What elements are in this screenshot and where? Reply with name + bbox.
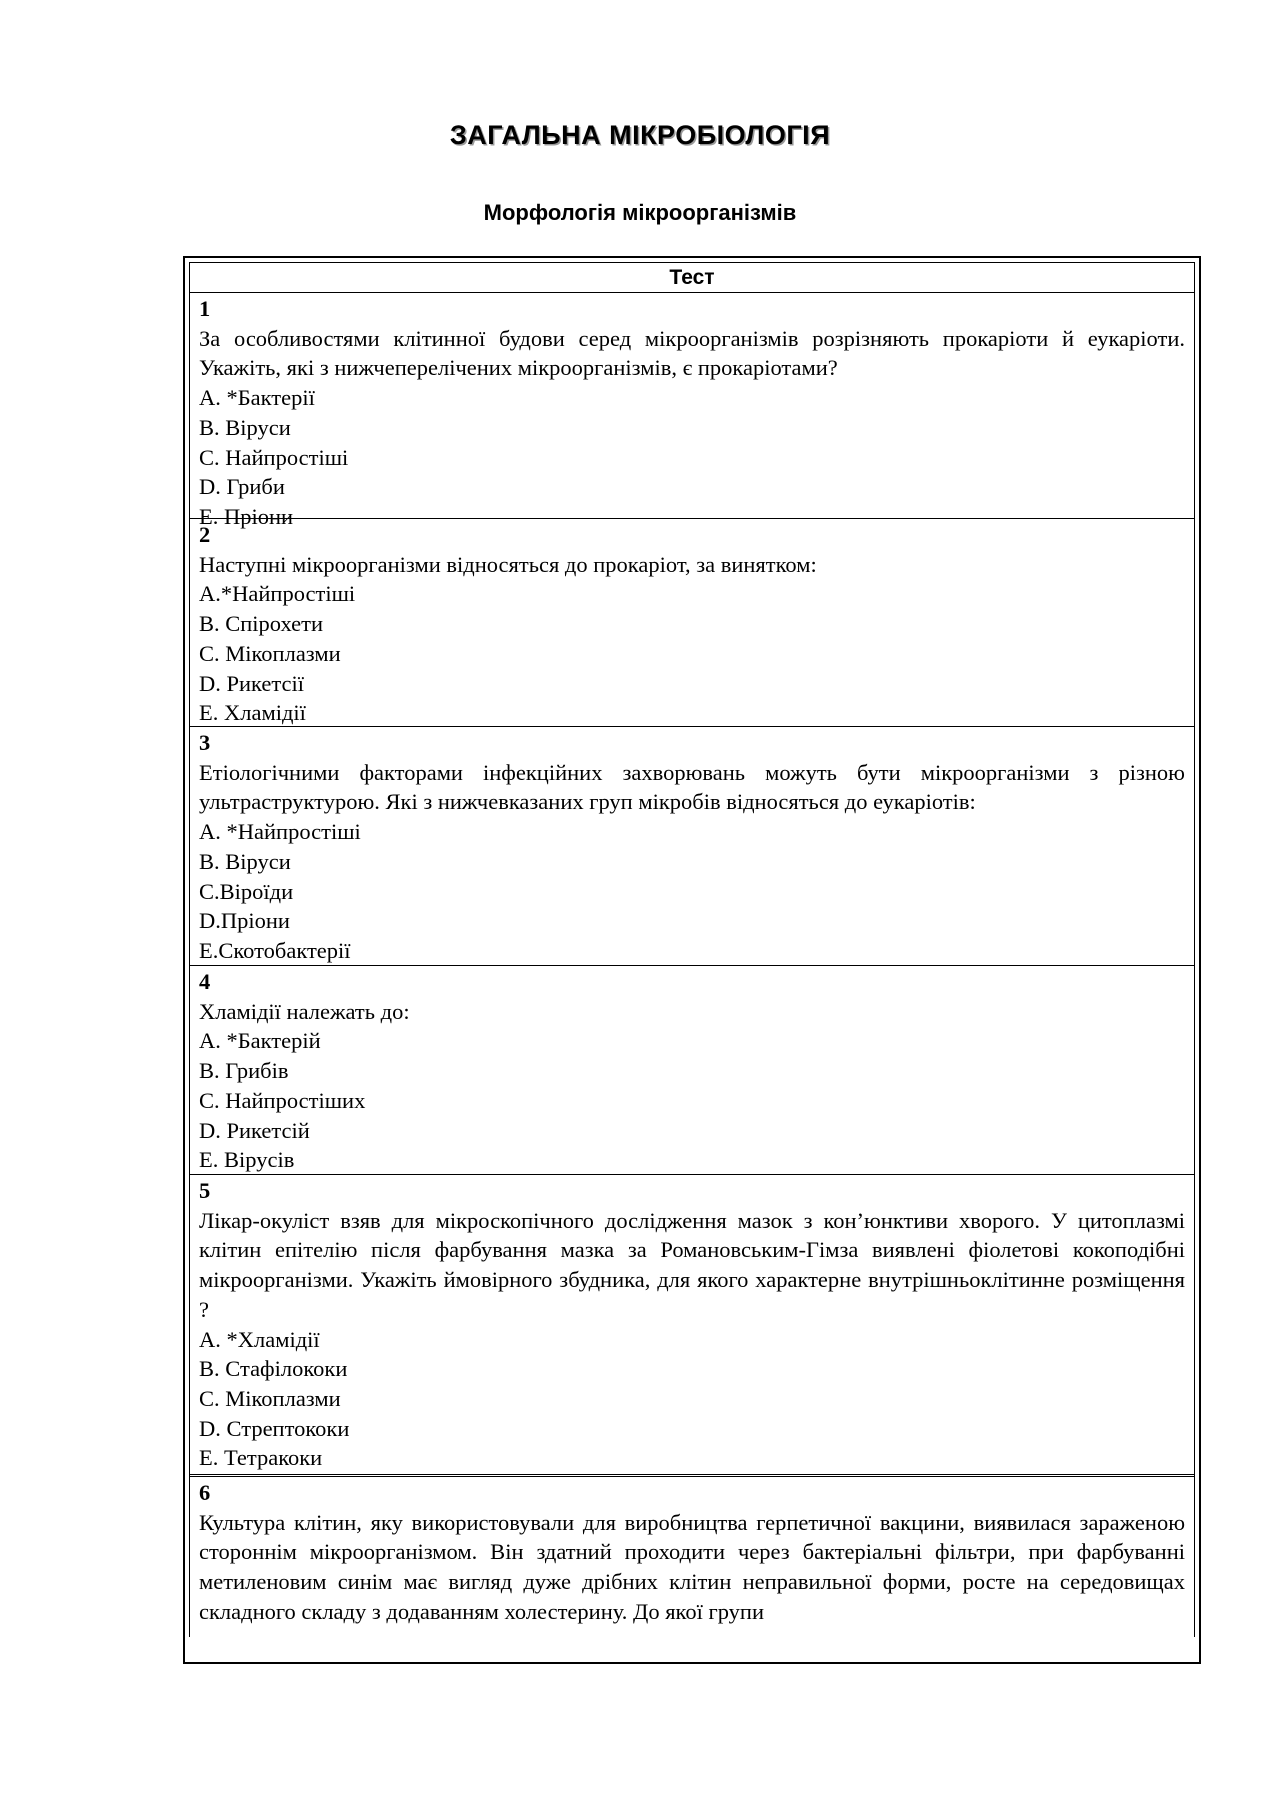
answer-option: A.*Найпростіші bbox=[199, 581, 356, 607]
question-number: 1 bbox=[199, 296, 211, 321]
question-text: Хламідії належать до: bbox=[199, 998, 410, 1024]
question-text: За особливостями клітинної будови серед мікроорганізмів розрізняють прокаріоти й еукаріоти. Укажіть, які з нижчеперелічених мікроорганізмів, є прокаріотами? bbox=[199, 325, 1185, 381]
question-text: Етіологічними факторами інфекційних захворювань можуть бути мікроорганізми з різною ультраструктурою. Які з нижчевказаних груп мікробів відносяться до еукаріотів: bbox=[199, 759, 1185, 815]
answer-option: D. Гриби bbox=[199, 474, 285, 500]
question-number: 3 bbox=[199, 730, 211, 755]
answer-option: A. *Найпростіші bbox=[199, 819, 361, 845]
answer-option: B. Віруси bbox=[199, 848, 291, 874]
answer-option: A. *Хламідії bbox=[199, 1326, 320, 1352]
question-cell bbox=[190, 1175, 1194, 1477]
question-cell bbox=[190, 519, 1194, 727]
answer-option: D. Рикетсії bbox=[199, 670, 305, 696]
answer-option: B. Віруси bbox=[199, 414, 291, 440]
question-number: 5 bbox=[199, 1178, 211, 1203]
answer-option: A. *Бактерії bbox=[199, 385, 315, 411]
page-title: ЗАГАЛЬНА МІКРОБІОЛОГІЯ bbox=[449, 120, 831, 150]
question-number: 6 bbox=[199, 1480, 211, 1505]
question-text: Культура клітин, яку використовували для виробництва герпетичної вакцини, виявилася зараженою стороннім мікроорганізмом. Він здатний проходити через бактеріальні фільтри, при фарбуванні метиленовим синім має вигляд дуже дрібних клітин неправильної форми, росте на середовищах складного складу з додаванням холестерину. До якої групи bbox=[199, 1509, 1185, 1624]
answer-option: B. Грибів bbox=[199, 1058, 289, 1084]
question-text: Наступні мікроорганізми відносяться до прокаріот, за винятком: bbox=[199, 551, 817, 577]
answer-option: D. Стрептококи bbox=[199, 1415, 350, 1441]
question-text: Лікар-окуліст взяв для мікроскопічного дослідження мазок з кон’юнктиви хворого. У цитоплазмі клітин епітелію після фарбування мазка за Романовським-Гімза виявлені фіолетові кокоподібні мікроорганізми. Укажіть ймовірного збудника, для якого характерне внутрішньоклітинне розміщення ? bbox=[199, 1207, 1185, 1322]
question-number: 4 bbox=[199, 969, 211, 994]
question-cell bbox=[190, 966, 1194, 1175]
question-number: 2 bbox=[199, 522, 211, 547]
answer-option: E.Скотобактерії bbox=[199, 937, 351, 963]
answer-option: E. Пріони bbox=[199, 503, 294, 529]
answer-option: E. Тетракоки bbox=[199, 1445, 323, 1471]
answer-option: A. *Бактерій bbox=[199, 1028, 321, 1054]
answer-option: C. Мікоплазми bbox=[199, 1385, 341, 1411]
question-cell bbox=[190, 727, 1194, 966]
answer-option: E. Хламідії bbox=[199, 700, 306, 726]
question-cell bbox=[190, 1477, 1194, 1637]
answer-option: C.Віроїди bbox=[199, 878, 294, 904]
answer-option: B. Стафілококи bbox=[199, 1356, 348, 1382]
test-table bbox=[183, 256, 1201, 1664]
answer-option: B. Спірохети bbox=[199, 611, 324, 637]
answer-option: D. Рикетсій bbox=[199, 1117, 310, 1143]
page-subtitle: Морфологія мікроорганізмів bbox=[483, 200, 797, 225]
answer-option: C. Найпростіші bbox=[199, 444, 349, 470]
test-table-inner bbox=[189, 262, 1195, 1637]
question-cell bbox=[190, 293, 1194, 529]
answer-option: E. Вірусів bbox=[199, 1147, 295, 1173]
table-header: Тест bbox=[190, 263, 1194, 293]
answer-option: C. Найпростіших bbox=[199, 1087, 366, 1113]
answer-option: D.Пріони bbox=[199, 908, 290, 934]
answer-option: C. Мікоплазми bbox=[199, 640, 341, 666]
